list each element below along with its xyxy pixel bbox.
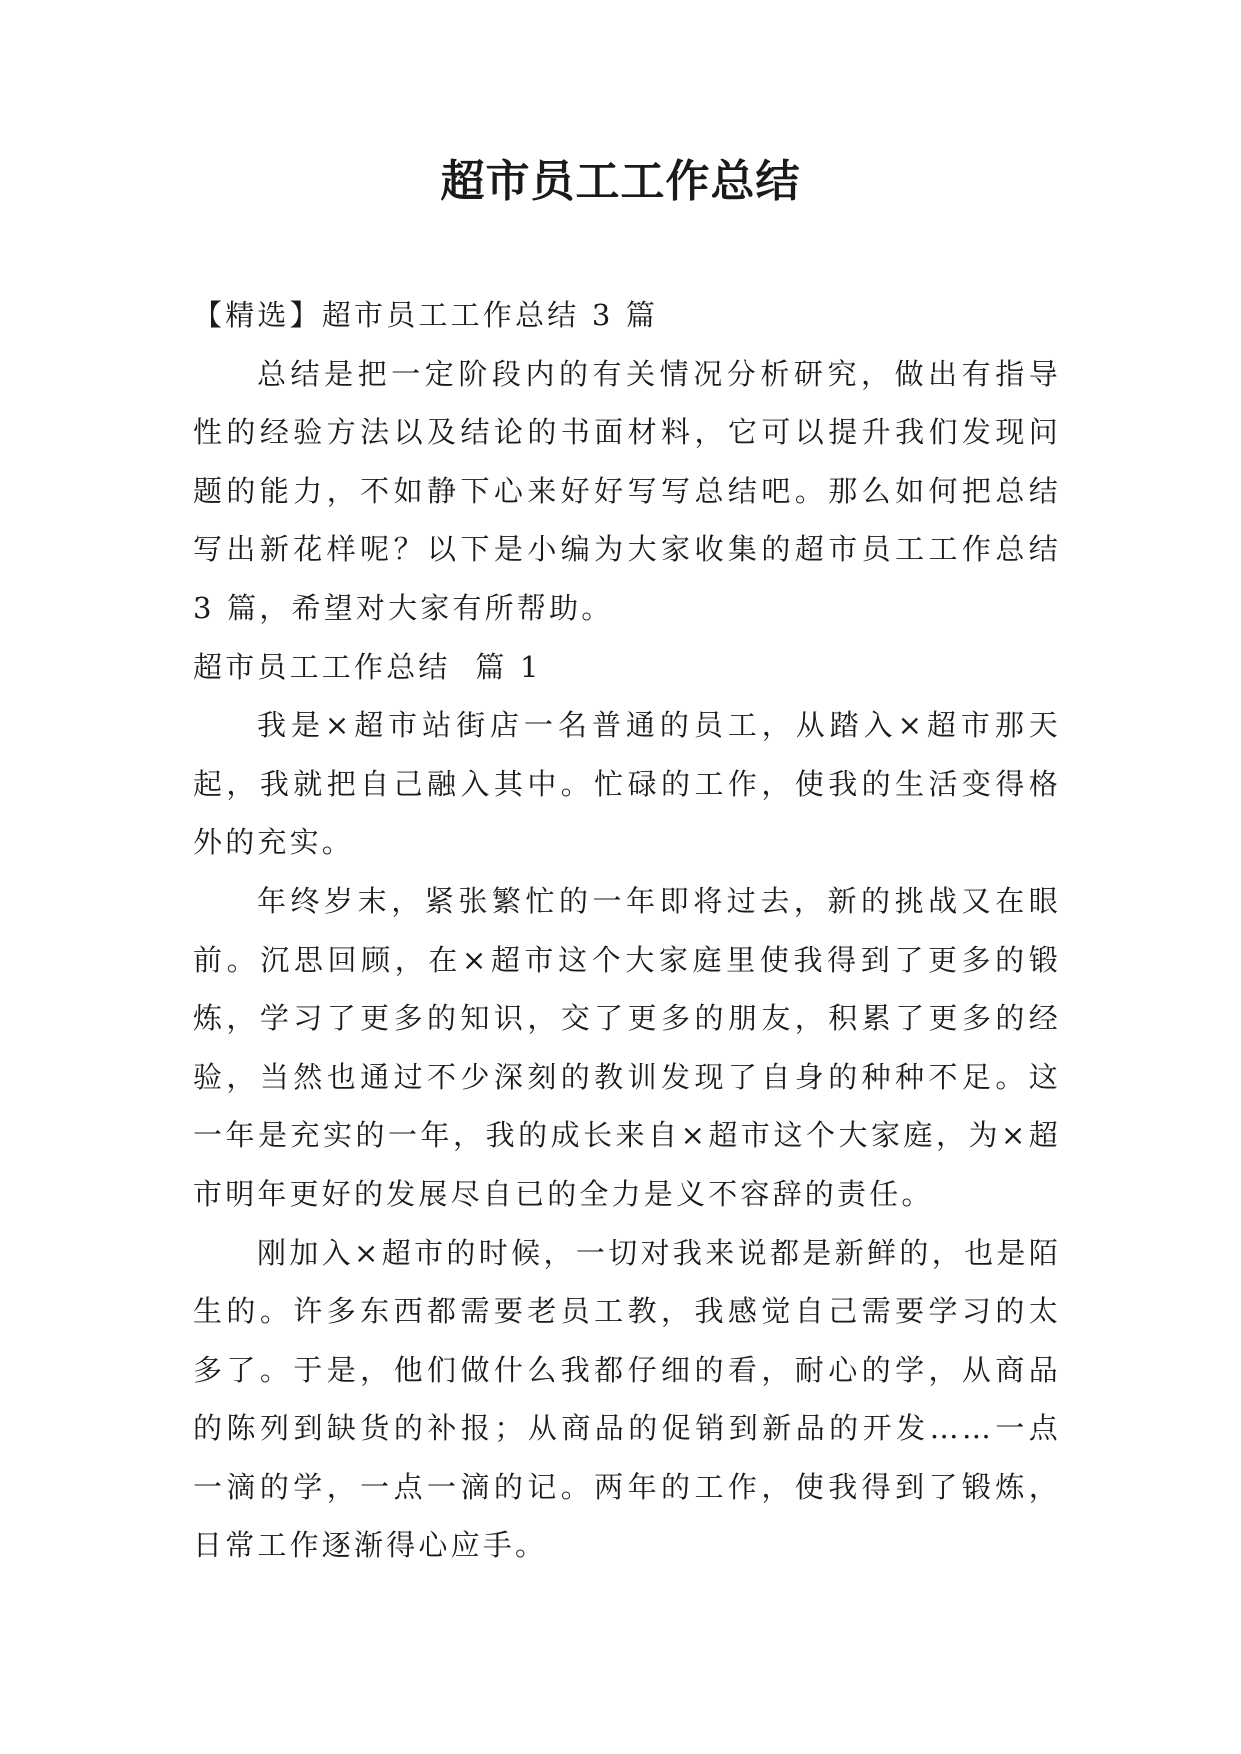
body-paragraph: 我是×超市站街店一名普通的员工，从踏入×超市那天起，我就把自己融入其中。忙碌的工作，使我的生活变得格外的充实。 <box>193 708 1061 860</box>
body-paragraph: 年终岁末，紧张繁忙的一年即将过去，新的挑战又在眼前。沉思回顾，在×超市这个大家庭里使我得到了更多的锻炼，学习了更多的知识，交了更多的朋友，积累了更多的经验，当然也通过不少深刻的教训发现了自身的种种不足。这一年是充实的一年，我的成长来自×超市这个大家庭，为×超市明年更好的发展尽自已的全力是义不容辞的责任。 <box>193 883 1061 1211</box>
document-body <box>193 286 1061 1575</box>
document-subtitle: 【精选】超市员工工作总结 3 篇 <box>193 298 659 332</box>
document-title: 超市员工工作总结 <box>440 156 801 207</box>
body-paragraph: 刚加入×超市的时候，一切对我来说都是新鲜的，也是陌生的。许多东西都需要老员工教，我感觉自己需要学习的太多了。于是，他们做什么我都仔细的看，耐心的学，从商品的陈列到缺货的补报；从商品的促销到新品的开发……一点一滴的学，一点一滴的记。两年的工作，使我得到了锻炼，日常工作逐渐得心应手。 <box>193 1235 1061 1563</box>
intro-paragraph: 总结是把一定阶段内的有关情况分析研究，做出有指导性的经验方法以及结论的书面材料，它可以提升我们发现问题的能力，不如静下心来好好写写总结吧。那么如何把总结写出新花样呢？以下是小编为大家收集的超市员工工作总结 3 篇，希望对大家有所帮助。 <box>193 356 1061 625</box>
section-heading: 超市员工工作总结 篇 1 <box>193 649 542 684</box>
